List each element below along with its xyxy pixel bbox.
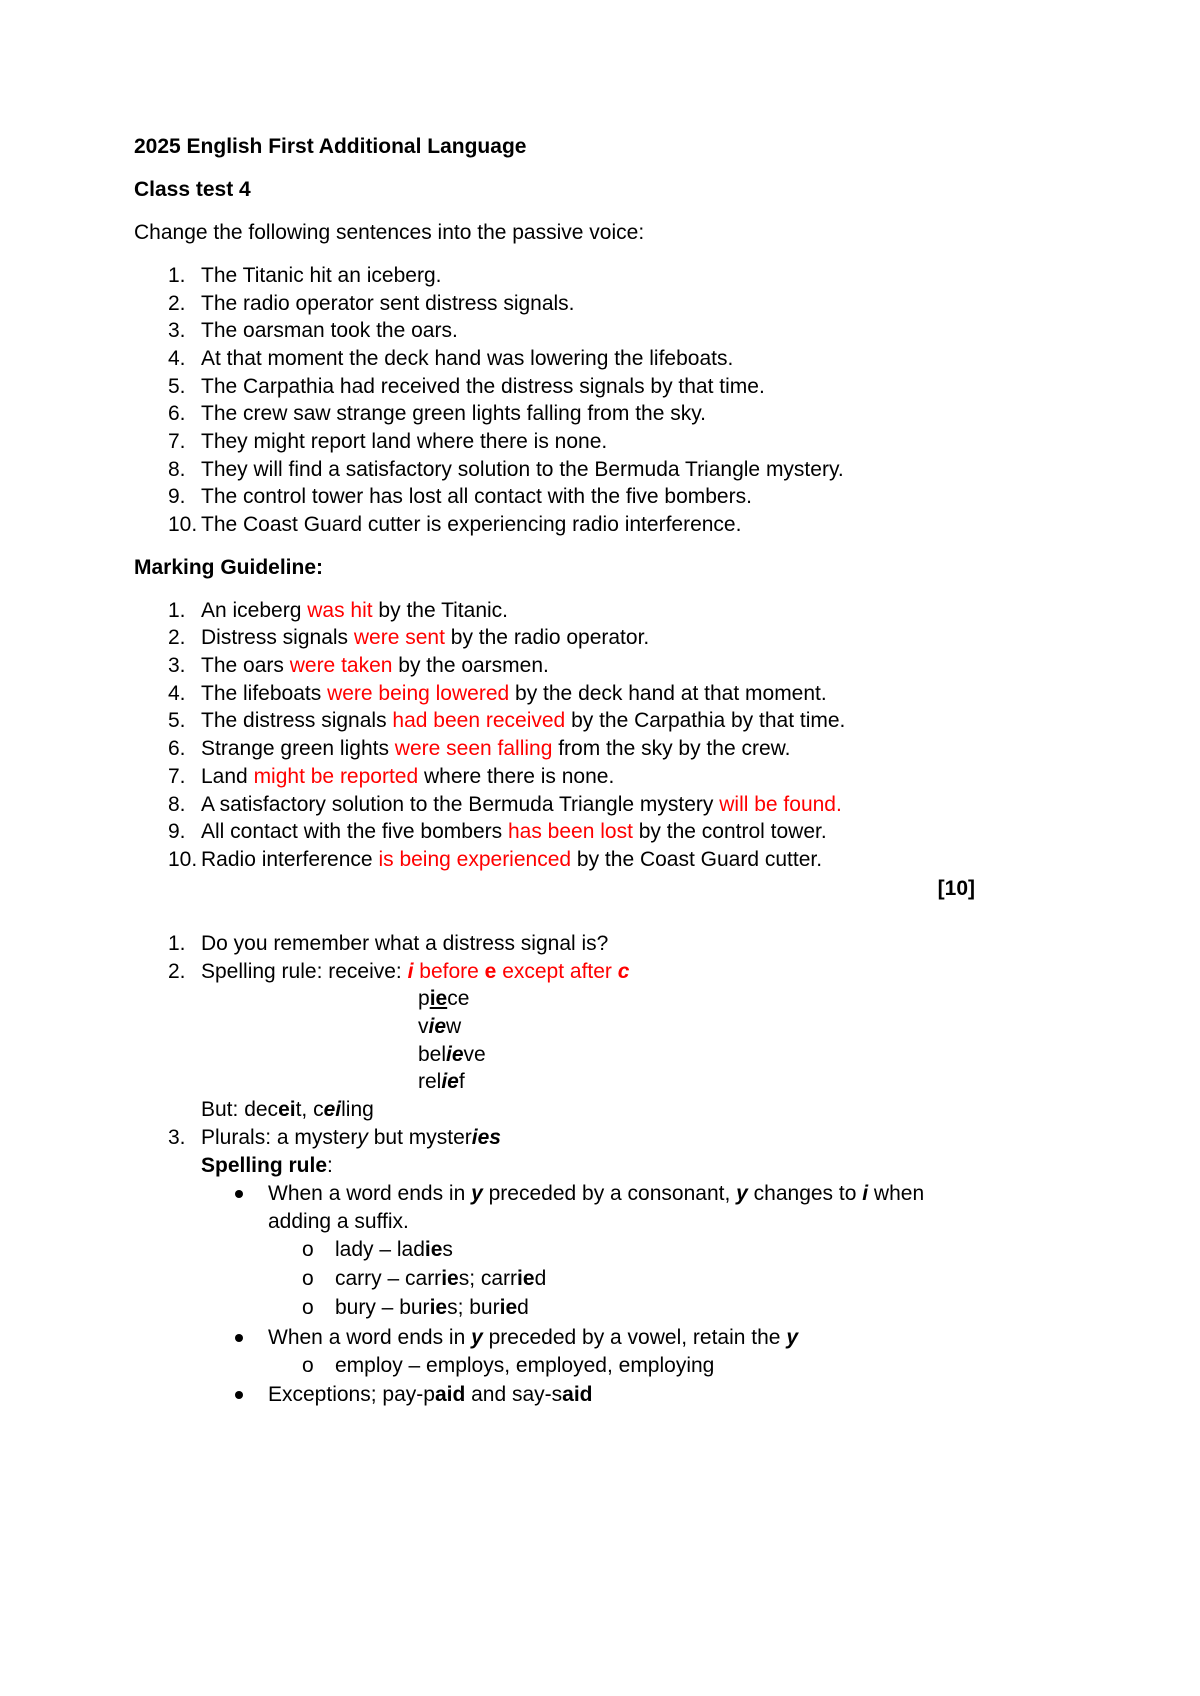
answer-number: 3.: [168, 654, 186, 677]
question-number: 3.: [168, 319, 186, 342]
sub-part: carry – carr: [335, 1267, 442, 1290]
answer-pre: An iceberg: [201, 599, 308, 622]
answer-passive-verb: were sent: [353, 626, 445, 649]
answer-passive-verb: was hit: [307, 599, 373, 622]
answer-text: [201, 625, 649, 651]
sub-bullet-text: [335, 1295, 529, 1321]
question-number: 10.: [168, 513, 198, 536]
plurals-ies: ies: [471, 1126, 501, 1149]
bullet-point: [235, 1190, 243, 1198]
sub-part: d: [517, 1296, 529, 1319]
note-question: Do you remember what a distress signal is?: [201, 932, 609, 955]
question-text: The control tower has lost all contact with the five bombers.: [201, 485, 752, 508]
answer-number: 4.: [168, 682, 186, 705]
example-suffix: f: [458, 1070, 465, 1093]
question-number: 5.: [168, 375, 186, 398]
answer-passive-verb: will be found.: [719, 793, 842, 816]
answer-pre: Radio interference: [201, 848, 379, 871]
answer-passive-verb: were seen falling: [394, 737, 553, 760]
answer-post: by the Coast Guard cutter.: [571, 848, 823, 871]
ie-letters: ie: [424, 1238, 443, 1261]
question-number: 2.: [168, 292, 186, 315]
ei-letters: ei: [323, 1098, 342, 1121]
but-mid: t, c: [295, 1098, 324, 1121]
sub-bullet-marker: o: [302, 1238, 314, 1261]
plurals-pre: Plurals: a myster: [201, 1126, 358, 1149]
marking-guideline-heading: Marking Guideline:: [134, 556, 324, 579]
answer-passive-verb: were being lowered: [327, 682, 510, 705]
letter-y: y: [736, 1182, 748, 1205]
rule-letter-e: e: [484, 960, 497, 983]
rule-letter-c: c: [617, 960, 630, 983]
rule-letter-i: i: [407, 960, 414, 983]
sub-part: s: [442, 1238, 453, 1261]
example-prefix: p: [418, 987, 430, 1010]
spelling-rule-ie: [201, 959, 629, 985]
sub-part: s; carr: [458, 1267, 518, 1290]
plurals-mid: but myster: [367, 1126, 472, 1149]
question-text: They might report land where there is none.: [201, 430, 608, 453]
total-marks: [10]: [937, 877, 975, 900]
ie-letters: ie: [517, 1267, 535, 1290]
ie-letters: ie: [499, 1296, 518, 1319]
question-text: The Coast Guard cutter is experiencing radio interference.: [201, 513, 742, 536]
answer-number: 1.: [168, 599, 186, 622]
answer-pre: The distress signals: [201, 709, 393, 732]
answer-number: 7.: [168, 765, 186, 788]
example-prefix: v: [418, 1015, 429, 1038]
answer-text: [201, 792, 842, 818]
spelling-rule-heading: [201, 1153, 333, 1179]
question-text: The crew saw strange green lights falling from the sky.: [201, 402, 706, 425]
example-suffix: w: [446, 1015, 462, 1038]
answer-text: [201, 819, 827, 845]
letter-y: y: [471, 1326, 483, 1349]
bullet-part: when: [868, 1182, 925, 1205]
bullet-part: and say-s: [465, 1383, 563, 1406]
rule-before: before: [413, 960, 485, 983]
answer-pre: The oars: [201, 654, 290, 677]
answer-passive-verb: were taken: [289, 654, 393, 677]
answer-number: 5.: [168, 709, 186, 732]
answer-passive-verb: has been lost: [507, 820, 633, 843]
bullet-part: When a word ends in: [268, 1182, 472, 1205]
example-ie: ie: [441, 1070, 459, 1093]
example-prefix: bel: [418, 1043, 447, 1066]
letter-y: y: [471, 1182, 483, 1205]
question-text: The radio operator sent distress signals.: [201, 292, 575, 315]
answer-text: [201, 764, 614, 790]
sub-bullet-text: employ – employs, employed, employing: [335, 1354, 715, 1377]
sub-bullet-marker: o: [302, 1354, 314, 1377]
spelling-rule-label: Spelling rule: [201, 1154, 328, 1177]
instruction-text: Change the following sentences into the passive voice:: [134, 221, 645, 244]
answer-text: [201, 847, 822, 873]
bullet-part: When a word ends in: [268, 1326, 472, 1349]
answer-text: [201, 681, 827, 707]
question-number: 7.: [168, 430, 186, 453]
answer-post: from the sky by the crew.: [552, 737, 791, 760]
answer-pre: A satisfactory solution to the Bermuda Triangle mystery: [201, 793, 720, 816]
example-word: [418, 1042, 486, 1068]
sub-bullet-text: [335, 1266, 546, 1292]
document-title: 2025 English First Additional Language: [134, 135, 527, 158]
exception-line: [201, 1097, 374, 1123]
answer-post: where there is none.: [418, 765, 615, 788]
question-number: 4.: [168, 347, 186, 370]
aid-letters: aid: [434, 1383, 466, 1406]
ie-letters: ie: [429, 1296, 448, 1319]
bullet-point: [235, 1334, 243, 1342]
question-number: 9.: [168, 485, 186, 508]
answer-number: 6.: [168, 737, 186, 760]
bullet-text: [268, 1382, 593, 1408]
question-number: 6.: [168, 402, 186, 425]
but-label: But: dec: [201, 1098, 279, 1121]
answer-pre: All contact with the five bombers: [201, 820, 508, 843]
answer-pre: Land: [201, 765, 254, 788]
example-word: [418, 986, 469, 1012]
sub-part: d: [534, 1267, 547, 1290]
answer-passive-verb: might be reported: [253, 765, 419, 788]
answer-number: 8.: [168, 793, 186, 816]
plurals-y: y: [357, 1126, 368, 1149]
answer-post: by the control tower.: [632, 820, 827, 843]
question-text: At that moment the deck hand was lowering the lifeboats.: [201, 347, 734, 370]
answer-number: 10.: [168, 848, 198, 871]
sub-bullet-text: [335, 1237, 453, 1263]
answer-text: [201, 653, 549, 679]
example-word: [418, 1014, 461, 1040]
sub-part: bury – bur: [335, 1296, 430, 1319]
answer-post: by the deck hand at that moment.: [509, 682, 827, 705]
spelling-rule-colon: :: [327, 1154, 333, 1177]
bullet-text: [268, 1325, 798, 1351]
ie-letters: ie: [441, 1267, 459, 1290]
rule-intro: Spelling rule: receive:: [201, 960, 408, 983]
bullet-part: preceded by a vowel, retain the: [482, 1326, 787, 1349]
but-end: ling: [341, 1098, 374, 1121]
sub-part: s; bur: [447, 1296, 500, 1319]
bullet-text-continued: adding a suffix.: [268, 1210, 409, 1233]
question-number: 8.: [168, 458, 186, 481]
example-ie: ie: [446, 1043, 464, 1066]
answer-post: by the Titanic.: [372, 599, 508, 622]
rule-except: except after: [496, 960, 618, 983]
sub-part: lady – lad: [335, 1238, 425, 1261]
note-number: 3.: [168, 1126, 186, 1149]
answer-pre: The lifeboats: [201, 682, 328, 705]
aid-letters: aid: [562, 1383, 593, 1406]
example-suffix: ce: [447, 987, 470, 1010]
bullet-part: changes to: [747, 1182, 863, 1205]
letter-y: y: [786, 1326, 798, 1349]
bullet-part: preceded by a consonant,: [482, 1182, 737, 1205]
answer-pre: Strange green lights: [201, 737, 395, 760]
question-text: The Titanic hit an iceberg.: [201, 264, 442, 287]
answer-pre: Distress signals: [201, 626, 354, 649]
example-ie: ie: [428, 1015, 447, 1038]
answer-passive-verb: is being experienced: [378, 848, 572, 871]
answer-post: by the oarsmen.: [392, 654, 549, 677]
answer-number: 2.: [168, 626, 186, 649]
answer-number: 9.: [168, 820, 186, 843]
example-suffix: ve: [463, 1043, 486, 1066]
sub-bullet-marker: o: [302, 1267, 314, 1290]
example-word: [418, 1069, 465, 1095]
question-text: The Carpathia had received the distress signals by that time.: [201, 375, 765, 398]
example-prefix: rel: [418, 1070, 442, 1093]
example-ie: ie: [429, 987, 448, 1010]
bullet-text: [268, 1181, 924, 1207]
answer-text: [201, 708, 845, 734]
answer-text: [201, 598, 508, 624]
answer-text: [201, 736, 790, 762]
bullet-point: [235, 1391, 243, 1399]
answer-post: by the radio operator.: [444, 626, 650, 649]
sub-bullet-marker: o: [302, 1296, 314, 1319]
test-subtitle: Class test 4: [134, 178, 251, 201]
question-number: 1.: [168, 264, 186, 287]
plurals-line: [201, 1125, 501, 1151]
bullet-part: Exceptions; pay-p: [268, 1383, 435, 1406]
ei-letters: ei: [278, 1098, 296, 1121]
answer-passive-verb: had been received: [392, 709, 566, 732]
letter-i: i: [862, 1182, 869, 1205]
answer-post: by the Carpathia by that time.: [565, 709, 846, 732]
question-text: The oarsman took the oars.: [201, 319, 458, 342]
note-number: 2.: [168, 960, 186, 983]
note-number: 1.: [168, 932, 186, 955]
question-text: They will find a satisfactory solution to the Bermuda Triangle mystery.: [201, 458, 844, 481]
